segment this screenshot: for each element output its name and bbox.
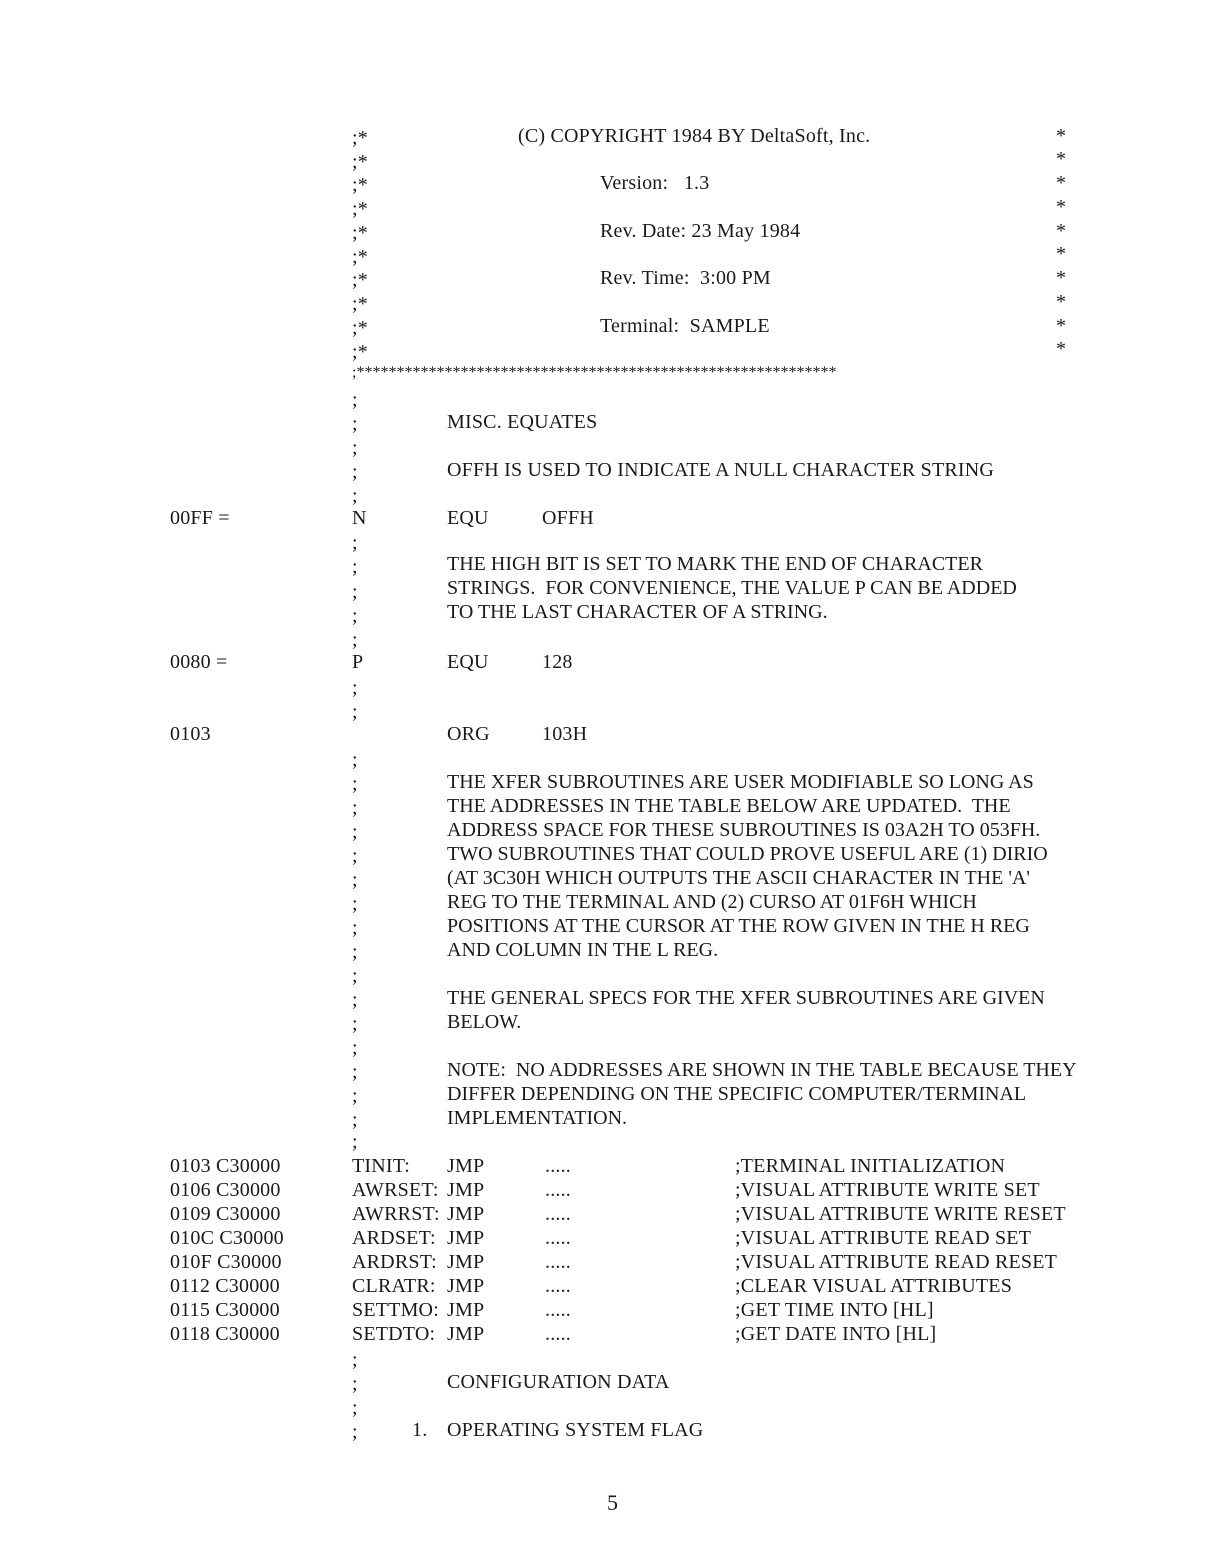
header-right-marker: * — [1056, 291, 1067, 313]
comment-marker: ; — [352, 1131, 358, 1153]
header-left-marker: ;* — [352, 222, 368, 244]
header-left-marker: ;* — [352, 317, 368, 339]
comment-marker: ; — [352, 629, 358, 651]
note-line: ADDRESS SPACE FOR THESE SUBROUTINES IS 03A2H TO 053FH. — [447, 819, 1041, 841]
row-address: 0118 C30000 — [170, 1323, 280, 1345]
comment-marker: ; — [352, 389, 358, 411]
comment-marker: ; — [352, 941, 358, 963]
row-opcode: JMP — [447, 1251, 485, 1273]
row-argument: ..... — [545, 1227, 571, 1249]
row-label: AWRSET: — [352, 1179, 439, 1201]
n-value: OFFH — [542, 507, 594, 529]
specs-note — [447, 986, 1127, 1034]
note-line: THE XFER SUBROUTINES ARE USER MODIFIABLE SO LONG AS — [447, 771, 1034, 793]
comment-marker: ; — [352, 869, 358, 891]
comment-marker: ; — [352, 773, 358, 795]
note-line: POSITIONS AT THE CURSOR AT THE ROW GIVEN IN THE H REG — [447, 915, 1030, 937]
comment-marker: ; — [352, 581, 358, 603]
addresses-note — [447, 1058, 1127, 1130]
note-line: STRINGS. FOR CONVENIENCE, THE VALUE P CAN BE ADDED — [447, 577, 1017, 599]
header-left-marker: ;* — [352, 246, 368, 268]
row-label: SETDTO: — [352, 1323, 436, 1345]
header-right-marker: * — [1056, 243, 1067, 265]
header-right-marker: * — [1056, 172, 1067, 194]
null-string-note: OFFH IS USED TO INDICATE A NULL CHARACTER STRING — [447, 459, 995, 481]
comment-marker: ; — [352, 821, 358, 843]
note-line: DIFFER DEPENDING ON THE SPECIFIC COMPUTER/TERMINAL — [447, 1083, 1027, 1105]
row-comment: ;VISUAL ATTRIBUTE WRITE RESET — [735, 1203, 1066, 1225]
org-value: 103H — [542, 723, 588, 745]
page-number: 5 — [607, 1490, 618, 1515]
p-value: 128 — [542, 651, 573, 673]
header-right-marker: * — [1056, 148, 1067, 170]
comment-marker: ; — [352, 485, 358, 507]
row-comment: ;VISUAL ATTRIBUTE READ SET — [735, 1227, 1032, 1249]
config-item-number: 1. — [412, 1419, 428, 1441]
note-line: IMPLEMENTATION. — [447, 1107, 628, 1129]
comment-marker: ; — [352, 677, 358, 699]
note-line: TO THE LAST CHARACTER OF A STRING. — [447, 601, 828, 623]
comment-marker: ; — [352, 845, 358, 867]
row-opcode: JMP — [447, 1155, 485, 1177]
n-label: N — [352, 507, 367, 529]
header-border: ;************************************************************ — [352, 364, 837, 381]
org-address: 0103 — [170, 723, 211, 745]
row-comment: ;CLEAR VISUAL ATTRIBUTES — [735, 1275, 1013, 1297]
comment-marker: ; — [352, 1061, 358, 1083]
n-address: 00FF = — [170, 507, 230, 529]
row-address: 0106 C30000 — [170, 1179, 281, 1201]
misc-equates-heading: MISC. EQUATES — [447, 411, 598, 433]
comment-marker: ; — [352, 965, 358, 987]
terminal-line: Terminal: SAMPLE — [600, 315, 770, 337]
header-left-marker: ;* — [352, 151, 368, 173]
copyright-line: (C) COPYRIGHT 1984 BY DeltaSoft, Inc. — [518, 125, 871, 147]
row-opcode: JMP — [447, 1227, 485, 1249]
note-line: THE GENERAL SPECS FOR THE XFER SUBROUTINES ARE GIVEN — [447, 987, 1045, 1009]
note-line: THE HIGH BIT IS SET TO MARK THE END OF CHARACTER — [447, 553, 983, 575]
row-label: ARDSET: — [352, 1227, 436, 1249]
comment-marker: ; — [352, 461, 358, 483]
row-address: 0103 C30000 — [170, 1155, 281, 1177]
configuration-heading: CONFIGURATION DATA — [447, 1371, 670, 1393]
note-line: BELOW. — [447, 1011, 522, 1033]
comment-marker: ; — [352, 917, 358, 939]
header-left-marker: ;* — [352, 341, 368, 363]
header-right-marker: * — [1056, 220, 1067, 242]
comment-marker: ; — [352, 1109, 358, 1131]
comment-marker: ; — [352, 605, 358, 627]
rev-date-line: Rev. Date: 23 May 1984 — [600, 220, 801, 242]
comment-marker: ; — [352, 437, 358, 459]
row-comment: ;VISUAL ATTRIBUTE READ RESET — [735, 1251, 1058, 1273]
p-opcode: EQU — [447, 651, 489, 673]
row-argument: ..... — [545, 1203, 571, 1225]
row-opcode: JMP — [447, 1275, 485, 1297]
header-left-marker: ;* — [352, 174, 368, 196]
header-right-marker: * — [1056, 267, 1067, 289]
header-left-marker: ;* — [352, 198, 368, 220]
comment-marker: ; — [352, 989, 358, 1011]
comment-marker: ; — [352, 1421, 358, 1443]
comment-marker: ; — [352, 532, 358, 554]
note-line: (AT 3C30H WHICH OUTPUTS THE ASCII CHARACTER IN THE 'A' — [447, 867, 1030, 889]
n-opcode: EQU — [447, 507, 489, 529]
row-label: SETTMO: — [352, 1299, 439, 1321]
row-label: AWRRST: — [352, 1203, 440, 1225]
row-address: 010C C30000 — [170, 1227, 284, 1249]
comment-marker: ; — [352, 1013, 358, 1035]
row-argument: ..... — [545, 1275, 571, 1297]
row-opcode: JMP — [447, 1179, 485, 1201]
comment-marker: ; — [352, 1373, 358, 1395]
row-address: 0115 C30000 — [170, 1299, 280, 1321]
row-label: TINIT: — [352, 1155, 410, 1177]
row-label: ARDRST: — [352, 1251, 437, 1273]
header-left-marker: ;* — [352, 293, 368, 315]
header-right-marker: * — [1056, 196, 1067, 218]
note-line: NOTE: NO ADDRESSES ARE SHOWN IN THE TABLE BECAUSE THEY — [447, 1059, 1077, 1081]
note-line: TWO SUBROUTINES THAT COULD PROVE USEFUL ARE (1) DIRIO — [447, 843, 1048, 865]
comment-marker: ; — [352, 1397, 358, 1419]
row-argument: ..... — [545, 1179, 571, 1201]
rev-time-line: Rev. Time: 3:00 PM — [600, 267, 771, 289]
p-label: P — [352, 651, 364, 673]
header-right-marker: * — [1056, 315, 1067, 337]
version-line: Version: 1.3 — [600, 172, 710, 194]
row-address: 0112 C30000 — [170, 1275, 280, 1297]
row-label: CLRATR: — [352, 1275, 436, 1297]
note-line: THE ADDRESSES IN THE TABLE BELOW ARE UPDATED. THE — [447, 795, 1011, 817]
row-comment: ;VISUAL ATTRIBUTE WRITE SET — [735, 1179, 1040, 1201]
comment-marker: ; — [352, 701, 358, 723]
comment-marker: ; — [352, 749, 358, 771]
note-line: AND COLUMN IN THE L REG. — [447, 939, 719, 961]
row-argument: ..... — [545, 1251, 571, 1273]
config-item-label: OPERATING SYSTEM FLAG — [447, 1419, 704, 1441]
comment-marker: ; — [352, 1085, 358, 1107]
row-comment: ;GET TIME INTO [HL] — [735, 1299, 934, 1321]
comment-marker: ; — [352, 1037, 358, 1059]
row-opcode: JMP — [447, 1299, 485, 1321]
row-address: 0109 C30000 — [170, 1203, 281, 1225]
xfer-note — [447, 770, 1127, 962]
header-right-marker: * — [1056, 125, 1067, 147]
high-bit-note — [447, 552, 1127, 624]
header-left-marker: ;* — [352, 127, 368, 149]
header-left-marker: ;* — [352, 269, 368, 291]
comment-marker: ; — [352, 1349, 358, 1371]
note-line: REG TO THE TERMINAL AND (2) CURSO AT 01F6H WHICH — [447, 891, 977, 913]
header-right-marker: * — [1056, 338, 1067, 360]
row-comment: ;GET DATE INTO [HL] — [735, 1323, 937, 1345]
comment-marker: ; — [352, 556, 358, 578]
row-argument: ..... — [545, 1155, 571, 1177]
row-argument: ..... — [545, 1323, 571, 1345]
row-opcode: JMP — [447, 1203, 485, 1225]
row-address: 010F C30000 — [170, 1251, 282, 1273]
org-opcode: ORG — [447, 723, 490, 745]
p-address: 0080 = — [170, 651, 228, 673]
comment-marker: ; — [352, 893, 358, 915]
row-comment: ;TERMINAL INITIALIZATION — [735, 1155, 1006, 1177]
row-argument: ..... — [545, 1299, 571, 1321]
comment-marker: ; — [352, 797, 358, 819]
comment-marker: ; — [352, 413, 358, 435]
row-opcode: JMP — [447, 1323, 485, 1345]
